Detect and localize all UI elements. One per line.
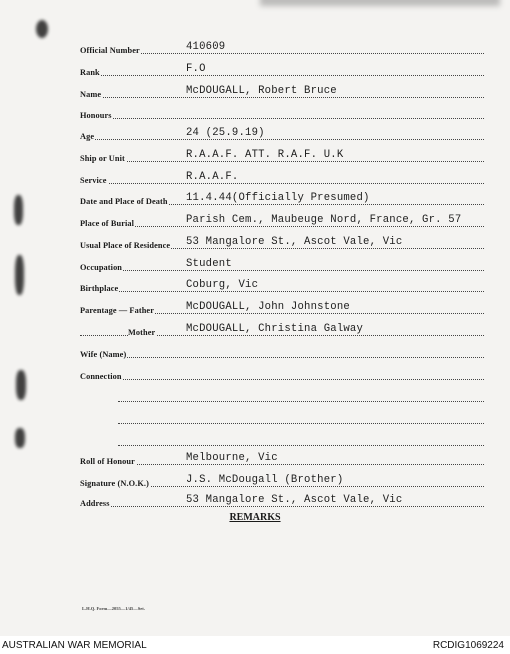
punch-hole-smudge	[36, 20, 48, 38]
connection-blank-line	[0, 386, 510, 404]
official-number-label: Official Number	[80, 46, 140, 55]
age-label: Age	[80, 132, 95, 141]
father-value: McDOUGALL, John Johnstone	[186, 301, 350, 313]
mother-label: Mother	[128, 328, 156, 337]
service-row	[0, 168, 510, 186]
dotted-line	[118, 401, 484, 402]
dotted-line	[80, 357, 484, 358]
place-of-burial-label: Place of Burial	[80, 219, 135, 228]
archive-name: AUSTRALIAN WAR MEMORIAL	[2, 640, 147, 651]
date-place-death-label: Date and Place of Death	[80, 197, 168, 206]
signature-label: Signature (N.O.K.)	[80, 479, 149, 488]
dotted-line	[80, 379, 484, 380]
father-label: Parentage — Father	[80, 306, 154, 315]
dotted-line	[80, 75, 484, 76]
mother-value: McDOUGALL, Christina Galway	[186, 323, 364, 335]
dotted-line	[80, 291, 484, 292]
place-of-burial-row	[0, 211, 510, 229]
date-place-death-row	[0, 189, 510, 207]
honours-label: Honours	[80, 111, 112, 120]
usual-residence-label: Usual Place of Residence	[80, 241, 171, 250]
wife-label: Wife (Name)	[80, 350, 127, 359]
age-row	[0, 124, 510, 142]
record-id: RCDIG1069224	[432, 640, 504, 651]
dotted-line	[80, 161, 484, 162]
ship-or-unit-row	[0, 146, 510, 164]
name-row	[0, 82, 510, 100]
father-row	[0, 298, 510, 316]
official-number-value: 410609	[186, 41, 226, 53]
dotted-line	[80, 183, 484, 184]
dotted-line	[80, 139, 484, 140]
address-row	[0, 491, 510, 509]
dotted-line	[80, 226, 484, 227]
dotted-line	[80, 464, 484, 465]
occupation-value: Student	[186, 258, 232, 270]
ship-or-unit-value: R.A.A.F. ATT. R.A.F. U.K	[186, 149, 344, 161]
signature-row	[0, 471, 510, 489]
name-value: McDOUGALL, Robert Bruce	[186, 85, 337, 97]
official-number-row	[0, 38, 510, 56]
dotted-line	[80, 118, 484, 119]
connection-blank-line	[0, 430, 510, 448]
rank-label: Rank	[80, 68, 100, 77]
rank-value: F.O	[186, 63, 206, 75]
age-value: 24 (25.9.19)	[186, 127, 265, 139]
rank-row	[0, 60, 510, 78]
usual-residence-row	[0, 233, 510, 251]
roll-of-honour-row	[0, 449, 510, 467]
birthplace-value: Coburg, Vic	[186, 279, 259, 291]
ship-or-unit-label: Ship or Unit	[80, 154, 125, 163]
occupation-row	[0, 255, 510, 273]
dotted-line	[118, 423, 484, 424]
address-value: 53 Mangalore St., Ascot Vale, Vic	[186, 494, 403, 506]
honours-row	[0, 103, 510, 121]
wife-row	[0, 342, 510, 360]
place-of-burial-value: Parish Cem., Maubeuge Nord, France, Gr. 57	[186, 214, 462, 226]
service-value: R.A.A.F.	[186, 171, 239, 183]
dotted-line	[80, 506, 484, 507]
roll-of-honour-label: Roll of Honour	[80, 457, 135, 466]
connection-blank-line	[0, 408, 510, 426]
signature-value: J.S. McDougall (Brother)	[186, 474, 344, 486]
mother-row	[0, 320, 510, 338]
name-label: Name	[80, 90, 102, 99]
address-label: Address	[80, 499, 110, 508]
date-place-death-value: 11.4.44(Officially Presumed)	[186, 192, 370, 204]
print-code: L.H.Q. Form—2055—1/45—Set.	[82, 606, 145, 611]
dotted-line	[118, 445, 484, 446]
dotted-line	[80, 97, 484, 98]
remarks-heading: REMARKS	[229, 512, 281, 523]
connection-label: Connection	[80, 372, 122, 381]
occupation-label: Occupation	[80, 263, 123, 272]
dotted-line	[80, 270, 484, 271]
archive-footer	[0, 636, 510, 654]
usual-residence-value: 53 Mangalore St., Ascot Vale, Vic	[186, 236, 403, 248]
birthplace-label: Birthplace	[80, 284, 119, 293]
roll-of-honour-value: Melbourne, Vic	[186, 452, 278, 464]
top-scan-shadow	[260, 0, 500, 6]
service-label: Service	[80, 176, 107, 185]
connection-row	[0, 364, 510, 382]
birthplace-row	[0, 276, 510, 294]
